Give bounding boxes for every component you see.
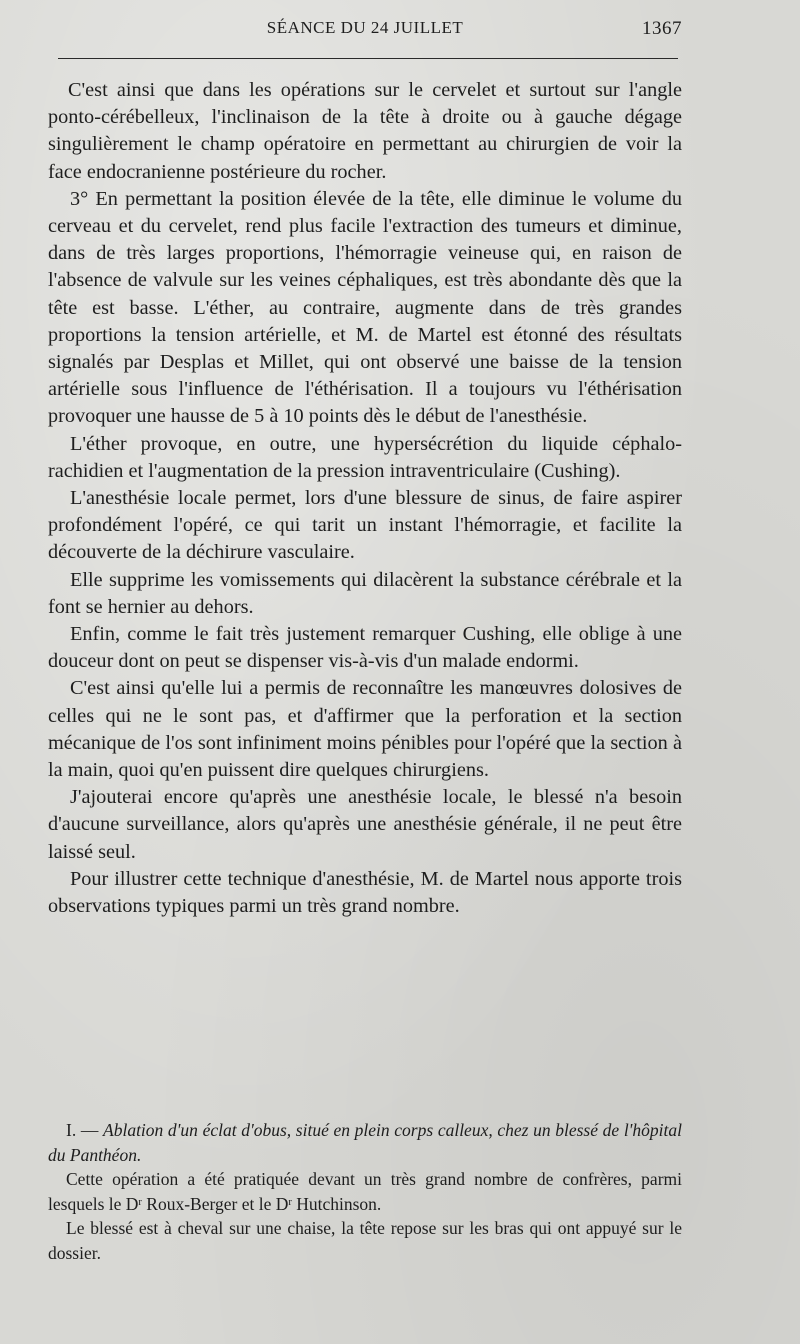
paragraph: L'éther provoque, en outre, une hypersécrétion du liquide céphalo-rachidien et l'augmentation de la pression intraventriculaire (Cushing).	[48, 432, 682, 482]
observation-section	[48, 1118, 682, 1265]
observation-number: I. —	[66, 1120, 99, 1140]
paragraph: L'anesthésie locale permet, lors d'une blessure de sinus, de faire aspirer profondément l'opéré, ce qui tarit un instant l'hémorragie, et facilite la découverte de la déchirure vasculaire.	[48, 487, 682, 564]
observation-paragraph: Le blessé est à cheval sur une chaise, la tête repose sur les bras qui ont appuyé sur le dossier.	[48, 1218, 682, 1263]
running-header	[48, 18, 682, 44]
observation-title: Ablation d'un éclat d'obus, situé en plein corps calleux, chez un blessé de l'hôpital du Panthéon.	[48, 1120, 683, 1165]
paragraph: J'ajouterai encore qu'après une anesthésie locale, le blessé n'a besoin d'aucune surveillance, alors qu'après une anesthésie générale, il ne peut être laissé seul.	[48, 786, 682, 863]
paragraph: Enfin, comme le fait très justement remarquer Cushing, elle oblige à une douceur dont on peut se dispenser vis-à-vis d'un malade endormi.	[48, 623, 682, 673]
doctor-superscript: r	[138, 1196, 142, 1208]
doctor-superscript: r	[288, 1196, 292, 1208]
paragraph: C'est ainsi que dans les opérations sur le cervelet et surtout sur l'angle ponto-cérébelleux, l'inclinaison de la tête à droite ou à gauche dégage singulièrement le champ opératoire en permettant au chirurgien de voir la face endocranienne postérieure du rocher.	[48, 79, 682, 183]
observation-text-c: Hutchinson.	[291, 1193, 382, 1214]
header-rule	[58, 58, 678, 59]
observation-text-a: Cette opération a été pratiquée devant un très grand nombre de confrères, parmi lesquels le D	[48, 1169, 682, 1214]
paragraph: Pour illustrer cette technique d'anesthésie, M. de Martel nous apporte trois observations typiques parmi un très grand nombre.	[48, 867, 682, 918]
paragraph: C'est ainsi qu'elle lui a permis de reconnaître les manœuvres dolosives de celles qui ne le sont pas, et d'affirmer que la perforation et la section mécanique de l'os sont infiniment moins pénibles pour l'opéré que la section à la main, quoi qu'en puissent dire quelques chirurgiens.	[48, 677, 682, 782]
observation-paragraph	[48, 1167, 682, 1216]
observation-heading	[48, 1118, 682, 1167]
paragraph: 3° En permettant la position élevée de la tête, elle diminue le volume du cerveau et du cervelet, rend plus facile l'extraction des tumeurs et diminue, dans de très larges proportions, l'hémorragie veineuse qui, en raison de l'absence de valvule sur les veines céphaliques, est très abondante dès que la tête est basse. L'éther, au contraire, augmente dans de très grandes proportions la tension artérielle, et M. de Martel est étonné des résultats signalés par Desplas et Millet, qui ont observé une baisse de la tension artérielle sous l'influence de l'éthérisation. Il a toujours vu l'éthérisation provoquer une hausse de 5 à 10 points dès le début de l'anesthésie.	[48, 187, 682, 428]
main-text	[48, 77, 682, 920]
paragraph: Elle supprime les vomissements qui dilacèrent la substance cérébrale et la font se hernier au dehors.	[48, 568, 682, 618]
header-title: SÉANCE DU 24 JUILLET	[266, 18, 464, 37]
observation-text-b: Roux-Berger et le D	[141, 1193, 289, 1214]
page-number: 1367	[642, 18, 682, 39]
